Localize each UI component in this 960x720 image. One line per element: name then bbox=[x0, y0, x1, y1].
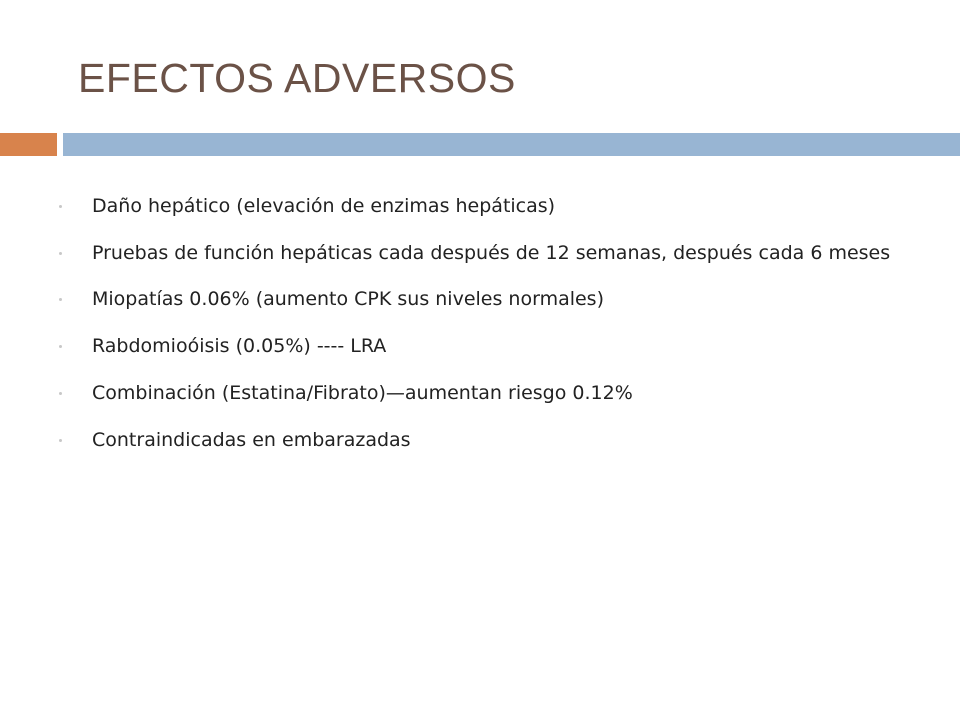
bullet-dot-icon bbox=[59, 439, 62, 442]
bullet-item bbox=[56, 332, 896, 361]
bullet-list bbox=[56, 192, 896, 473]
bullet-dot-icon bbox=[59, 252, 62, 255]
bullet-text: Pruebas de función hepáticas cada después de 12 semanas, después cada 6 meses bbox=[92, 242, 891, 264]
bullet-item bbox=[56, 426, 896, 455]
accent-bar-blue bbox=[63, 133, 960, 156]
bullet-dot-icon bbox=[59, 392, 62, 395]
accent-bar-orange bbox=[0, 133, 57, 156]
bullet-dot-icon bbox=[59, 298, 62, 301]
bullet-text: Combinación (Estatina/Fibrato)—aumentan riesgo 0.12% bbox=[92, 382, 633, 404]
bullet-text: Miopatías 0.06% (aumento CPK sus niveles normales) bbox=[92, 288, 604, 310]
bullet-item bbox=[56, 239, 896, 268]
slide-title: EFECTOS ADVERSOS bbox=[78, 55, 516, 101]
bullet-dot-icon bbox=[59, 345, 62, 348]
bullet-dot-icon bbox=[59, 205, 62, 208]
bullet-item bbox=[56, 192, 896, 221]
bullet-text: Rabdomioóisis (0.05%) ---- LRA bbox=[92, 335, 387, 357]
bullet-text: Daño hepático (elevación de enzimas hepáticas) bbox=[92, 195, 556, 217]
bullet-item bbox=[56, 379, 896, 408]
bullet-text: Contraindicadas en embarazadas bbox=[92, 429, 411, 451]
bullet-item bbox=[56, 285, 896, 314]
